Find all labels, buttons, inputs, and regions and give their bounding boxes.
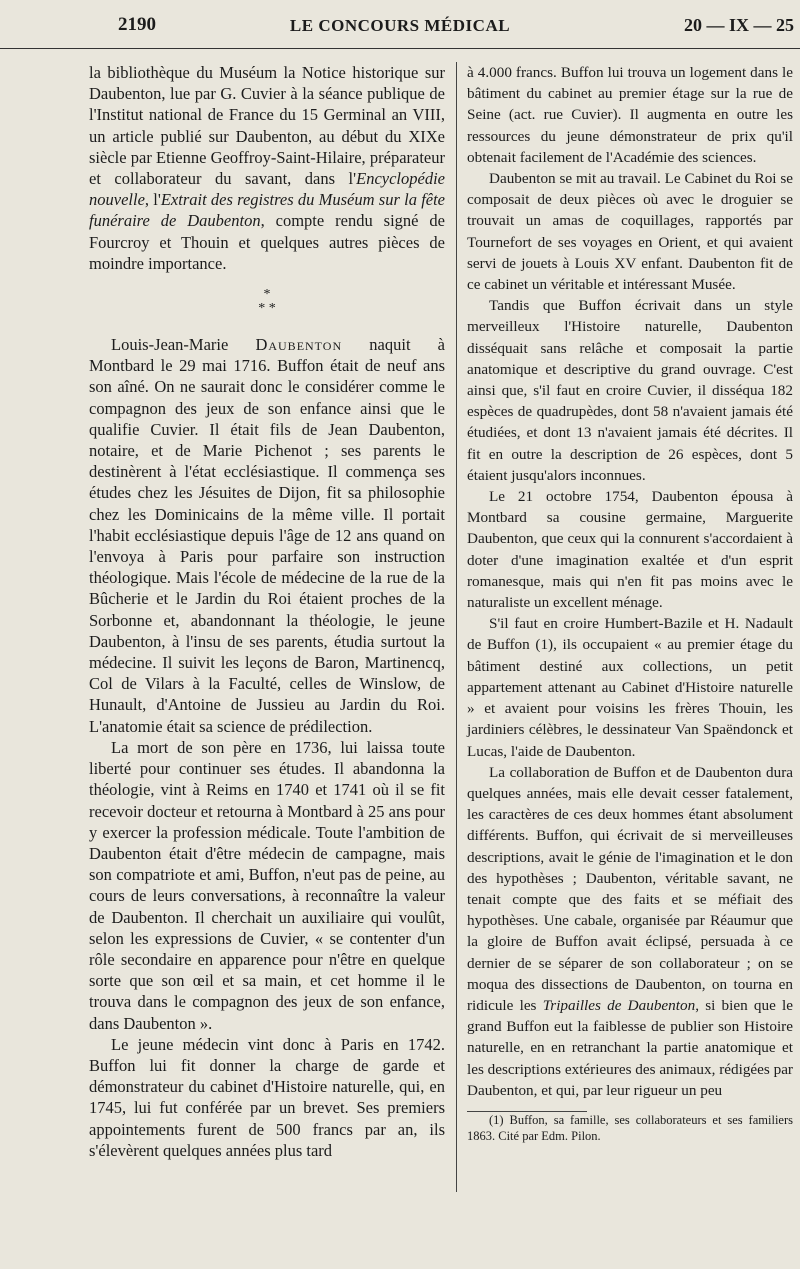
italic-title: Tripailles de Daubenton bbox=[542, 996, 696, 1014]
paragraph-salary: à 4.000 francs. Buffon lui trouva un logement dans le bâtiment du cabinet au premier étage sur la rue de Seine (act. rue Cuvier). Il augmenta en outre les ressources du jeune démonstrateur de prix qu'il obtenait facilement de l'Académie des sciences. bbox=[467, 64, 793, 166]
paragraph-text: La collaboration de Buffon et de Daubenton dura quelques années, mais elle devait cesser fatalement, les caractères de ces deux hommes étant absolument différents. Buffon, qui écrivait de si merveilleuses descriptions, avait le génie de l'imagination et le don des hypothèses ; Daubenton, véritable savant, ne tenait compte que des faits et se méfiait des hypothèses. Une cabale, organisée par Réaumur que la gloire de Buffon avait éclipsé, persuada à ce dernier de se séparer de son collaborateur ; on se moqua des dissections de Daubenton, on tourna en ridicule les bbox=[467, 763, 793, 1014]
paragraph-cabinet: Daubenton se mit au travail. Le Cabinet du Roi se composait de deux pièces où avec le droguier se trouvait un amas de coquillages, rapportés par Tournefort de ses voyages en Orient, et qui avaient servi de jouets à Louis XV enfant. Daubenton fit de ce cabinet un véritable et intéressant Musée. bbox=[467, 170, 793, 294]
paragraph-text: , si bien que le grand Buffon eut la faiblesse de publier son Histoire naturelle, en en retranchant la partie anatomique et les descriptions extérieures des animaux, rédigées par Daubenton, et qui, par leur rigueur un peu bbox=[467, 996, 794, 1099]
person-name: Daubenton bbox=[255, 335, 343, 355]
footnote: (1) Buffon, sa famille, ses collaborateurs et ses familiers 1863. Cité par Edm. Pilon. bbox=[467, 1112, 793, 1143]
italic-title: Extrait des registres du Muséum sur la fête funéraire de Daubenton bbox=[89, 190, 446, 231]
asterism-bottom: * * bbox=[258, 301, 276, 317]
column-divider bbox=[456, 62, 457, 1192]
paragraph-text: , compte rendu signé de Fourcroy et Thouin et quelques autres pièces de moindre importance. bbox=[89, 211, 445, 273]
italic-title: Encyclopédie nouvelle bbox=[89, 169, 445, 210]
issue-date: 20 — IX — 25 bbox=[683, 15, 794, 35]
paragraph-text: Louis-Jean-Marie bbox=[111, 335, 256, 355]
section-separator bbox=[89, 288, 445, 316]
paragraph-text: la bibliothèque du Muséum la Notice historique sur Daubenton, lue par G. Cuvier à la séance publique de l'Institut national de France du 15 Germinal an VIII, un article publié sur Daubenton, au début du XIXe siècle par Etienne Geoffroy-Saint-Hilaire, préparateur et collaborateur du savant, dans l' bbox=[89, 63, 445, 189]
paragraph-studies: La mort de son père en 1736, lui laissa toute liberté pour continuer ses études. Il abandonna la théologie, vint à Reims en 1740 et 1741 où il se fit recevoir docteur et retourna à Montbard à 25 ans pour y exercer la profession médicale. Toute l'ambition de Daubenton était d'être médecin de campagne, mais son compatriote et ami, Buffon, n'eut pas de peine, au cours de leurs conversations, à reconnaître la valeur de Daubenton. Il cherchait un auxiliaire qui voulût, selon les expressions de Cuvier, « se contenter d'un rôle secondaire en apparence pour n'être en quelque sorte que son œil et sa main, et cet homme il le trouva dans le compagnon des jeux de son enfance, dans Daubenton ». bbox=[89, 737, 445, 1033]
paragraph-sources bbox=[89, 62, 445, 274]
asterism-top: * bbox=[263, 287, 271, 303]
paragraph-birth bbox=[89, 334, 445, 737]
paragraph-marriage: Le 21 octobre 1754, Daubenton épousa à Montbard sa cousine germaine, Marguerite Daubenton, que ceux qui la connurent s'accordaient à doter d'une imagination exaltée et d'un esprit romanesque, mais qui n'en fit pas moins avec le naturaliste un excellent ménage. bbox=[467, 488, 793, 612]
right-column bbox=[467, 62, 793, 1144]
paragraph-text: naquit à Montbard le 29 mai 1716. Buffon était de neuf ans son aîné. On ne saurait donc le considérer comme le compagnon des jeux de son enfance ainsi que le qualifie Cuvier. Il était fils de Jean Daubenton, notaire, et de Marie Pichenot ; ses parents le destinèrent à l'état ecclésiastique. Il commença ses études chez les Jésuites de Dijon, fit sa philosophie chez les Dominicains de la même ville. Il portait l'habit ecclésiastique depuis l'âge de 12 ans quand on l'envoya à Paris pour parfaire son instruction théologique. Mais l'école de médecine de la rue de la Bûcherie et le Jardin du Roi étaient proches de la Sorbonne et, abandonnant la théologie, le jeune Daubenton, à l'insu de ses parents, étudia surtout la médecine. Il suivit les leçons de Baron, Martinencq, Col de Vilars à la Faculté, celles de Winslow, de Hunault, d'Antoine de Jussieu au Jardin du Roi. L'anatomie était sa science de prédilection. bbox=[89, 335, 445, 736]
paragraph-text: , l' bbox=[144, 190, 161, 210]
left-column bbox=[89, 62, 445, 1161]
paragraph-paris: Le jeune médecin vint donc à Paris en 1742. Buffon lui fit donner la charge de garde et démonstrateur du cabinet d'Histoire naturelle, qui, en 1745, lui fut conférée par un brevet. Ses premiers appointements furent de 500 francs par an, ils s'élevèrent quelques années plus tard bbox=[89, 1034, 445, 1160]
paragraph-collaboration bbox=[467, 762, 793, 1101]
paragraph-dissection: Tandis que Buffon écrivait dans un style merveilleux l'Histoire naturelle, Daubenton disséquait sans relâche et composait la partie anatomique et descriptive du grand ouvrage. C'est ainsi que, s'il faut en croire Cuvier, il disséqua 182 espèces de quadrupèdes, dont 58 n'avaient jamais été étudiées, et dont 13 n'avaient jamais été décrites. Il fit en outre la description de 26 espèces, dont 5 étaient jusqu'alors inconnues. bbox=[467, 297, 793, 484]
journal-title: LE CONCOURS MÉDICAL bbox=[289, 16, 511, 35]
paragraph-residence: S'il faut en croire Humbert-Bazile et H. Nadault de Buffon (1), ils occupaient « au premier étage du bâtiment destiné aux collections, un petit appartement attenant au Cabinet d'Histoire naturelle » et avaient pour voisins les frères Thouin, les jardiniers célèbres, le dessinateur Van Spaëndonck et Lucas, l'aide de Daubenton. bbox=[467, 615, 793, 760]
page-header bbox=[0, 0, 800, 49]
page-number: 2190 bbox=[118, 14, 156, 35]
